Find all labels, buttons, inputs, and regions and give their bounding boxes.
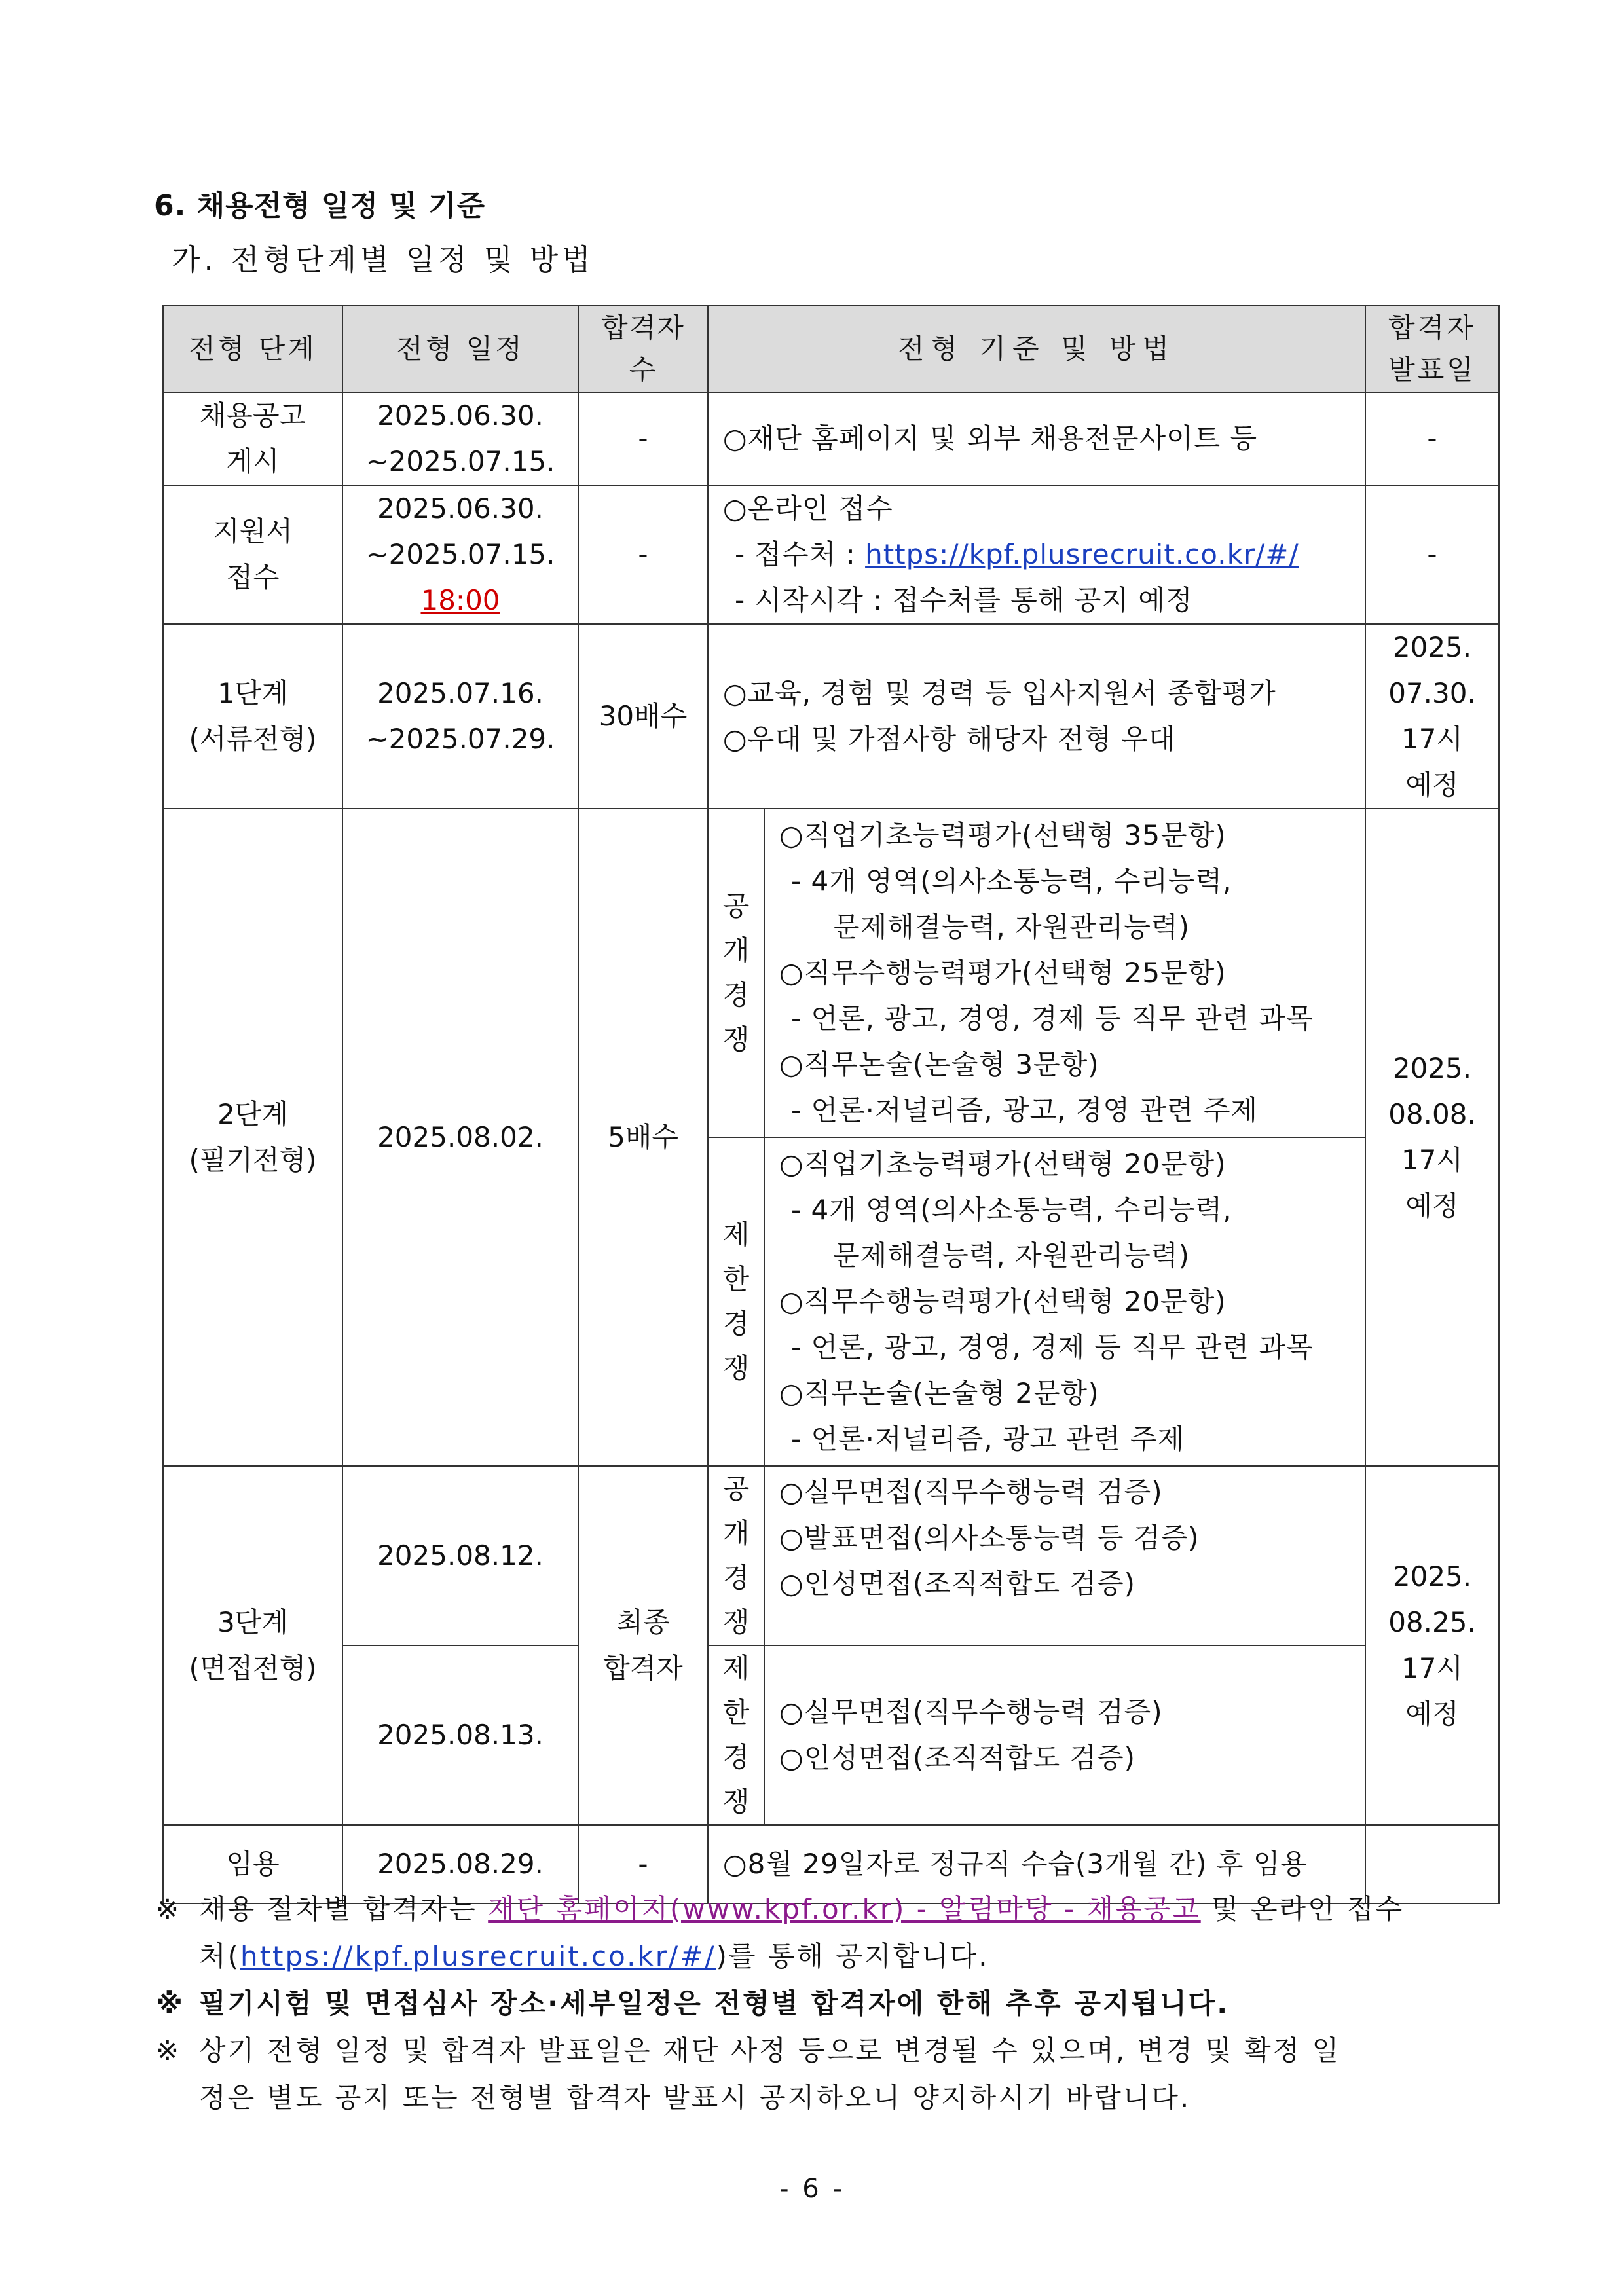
method-cell [764, 1645, 1365, 1825]
method-line: - 언론, 광고, 경영, 경제 등 직무 관련 과목 [791, 1002, 1314, 1035]
schedule-cell: 2025.08.29. [342, 1825, 578, 1903]
schedule-cell: 2025.08.13. [342, 1645, 578, 1825]
note-text-part: 및 온라인 접수 [1200, 1893, 1405, 1925]
schedule-line: 2025.06.30. [377, 492, 544, 524]
method-line: ○실무면접(직무수행능력 검증) [779, 1696, 1163, 1728]
stage-cell [163, 1466, 342, 1825]
label-char: 경 [722, 979, 750, 1011]
note-2 [156, 1980, 1498, 2027]
subsection-heading: 가. 전형단계별 일정 및 방법 [172, 242, 595, 277]
label-char: 공 [722, 890, 750, 922]
method-url-prefix: - 접수처 : [735, 538, 866, 570]
competition-type-label [708, 809, 764, 1137]
method-line: ○우대 및 가점사항 해당자 전형 우대 [723, 723, 1176, 755]
schedule-line: 2025.07.16. [377, 677, 544, 709]
method-line: ○직업기초능력평가(선택형 20문항) [779, 1148, 1227, 1180]
stage-line: 지원서 [213, 515, 293, 547]
header-stage: 전형 단계 [163, 306, 342, 392]
label-char: 경 [722, 1308, 750, 1340]
stage-cell [163, 624, 342, 809]
method-cell [764, 1137, 1365, 1466]
stage-cell [163, 809, 342, 1466]
method-line: 문제해결능력, 자원관리능력) [833, 911, 1190, 943]
count-cell: - [578, 1825, 708, 1903]
table-row [163, 624, 1499, 809]
reference-mark: ※ [156, 1987, 185, 2019]
count-line: 최종 [616, 1606, 670, 1638]
method-cell [764, 1466, 1365, 1645]
label-char: 쟁 [722, 1352, 750, 1384]
method-line: ○온라인 접수 [723, 492, 893, 524]
method-line: - 4개 영역(의사소통능력, 수리능력, [791, 1194, 1232, 1226]
header-count: 합격자수 [578, 306, 708, 392]
label-char: 한 [722, 1697, 750, 1729]
note-1 [156, 1886, 1498, 1980]
method-line: ○인성면접(조직적합도 검증) [779, 1568, 1136, 1600]
label-char: 공 [722, 1473, 750, 1505]
table-row [163, 485, 1499, 624]
announce-line: 예정 [1405, 1190, 1459, 1222]
method-line: - 언론, 광고, 경영, 경제 등 직무 관련 과목 [791, 1331, 1314, 1363]
announce-line: 2025. [1392, 1560, 1472, 1592]
reference-mark: ※ [156, 2034, 181, 2066]
stage-cell [163, 485, 342, 624]
table-row [163, 392, 1499, 485]
note-text-part: )를 통해 공지합니다. [716, 1940, 989, 1972]
schedule-table [162, 305, 1500, 1904]
competition-type-label [708, 1466, 764, 1645]
header-announce [1365, 306, 1499, 392]
announce-cell [1365, 809, 1499, 1466]
method-line: ○직무수행능력평가(선택형 25문항) [779, 957, 1227, 989]
method-line: 문제해결능력, 자원관리능력) [833, 1239, 1190, 1272]
count-line: 합격자 [603, 1652, 683, 1684]
stage-line: 채용공고 [199, 399, 306, 431]
table-row [163, 1645, 1499, 1825]
method-line: ○재단 홈페이지 및 외부 채용전문사이트 등 [723, 422, 1258, 454]
announce-cell: - [1365, 392, 1499, 485]
announce-cell [1365, 624, 1499, 809]
stage-line: (서류전형) [189, 723, 317, 755]
application-site-link-note[interactable]: https://kpf.plusrecruit.co.kr/#/ [240, 1940, 716, 1972]
method-line: - 4개 영역(의사소통능력, 수리능력, [791, 865, 1232, 897]
count-cell [578, 1466, 708, 1825]
announce-line: 07.30. [1388, 677, 1476, 709]
announce-line: 2025. [1392, 1052, 1472, 1084]
method-line [723, 532, 1365, 578]
method-line: ○발표면접(의사소통능력 등 검증) [779, 1522, 1200, 1554]
competition-type-label [708, 1645, 764, 1825]
note-text [199, 1886, 1404, 1980]
schedule-line: ~2025.07.29. [365, 723, 555, 755]
note-text-part: 상기 전형 일정 및 합격자 발표일은 재단 사정 등으로 변경될 수 있으며, 변경 및 확정 일 [199, 2034, 1341, 2066]
stage-cell [163, 392, 342, 485]
method-line: - 시작시각 : 접수처를 통해 공지 예정 [735, 584, 1193, 616]
announce-cell: - [1365, 485, 1499, 624]
note-text [199, 2027, 1340, 2121]
method-line: ○직무논술(논술형 3문항) [779, 1048, 1099, 1080]
label-char: 한 [722, 1263, 750, 1295]
note-text: 필기시험 및 면접심사 장소·세부일정은 전형별 합격자에 한해 추후 공지됩니다. [199, 1987, 1230, 2019]
application-site-link[interactable]: https://kpf.plusrecruit.co.kr/#/ [865, 538, 1299, 570]
label-char: 제 [722, 1652, 750, 1684]
schedule-line: 2025.06.30. [377, 399, 544, 431]
count-cell: - [578, 392, 708, 485]
method-cell [764, 809, 1365, 1137]
stage-line: (면접전형) [189, 1652, 317, 1684]
stage-line: 게시 [226, 445, 280, 477]
method-cell: ○8월 29일자로 정규직 수습(3개월 간) 후 임용 [708, 1825, 1365, 1903]
stage-line: 2단계 [217, 1098, 288, 1130]
announce-line: 17시 [1401, 723, 1463, 755]
note-text-part: 처( [199, 1940, 240, 1972]
foundation-notice-link[interactable]: 재단 홈페이지(www.kpf.or.kr) - 알림마당 - 채용공고 [488, 1893, 1201, 1925]
schedule-line: ~2025.07.15. [365, 538, 555, 570]
note-text-part: 채용 절차별 합격자는 [199, 1893, 489, 1925]
section-heading: 6. 채용전형 일정 및 기준 [154, 189, 486, 223]
method-line: ○실무면접(직무수행능력 검증) [779, 1476, 1163, 1508]
announce-line: 08.08. [1388, 1098, 1476, 1130]
label-char: 개 [722, 934, 750, 966]
announce-cell [1365, 1466, 1499, 1825]
count-cell: 5배수 [578, 809, 708, 1466]
stage-line: 접수 [226, 561, 280, 593]
schedule-cell: 2025.08.12. [342, 1466, 578, 1645]
announce-line: 예정 [1405, 769, 1459, 801]
note-text-part: 정은 별도 공지 또는 전형별 합격자 발표시 공지하오니 양지하시기 바랍니다. [199, 2082, 1191, 2114]
reference-mark: ※ [156, 1893, 181, 1925]
deadline-time: 18:00 [420, 584, 500, 616]
stage-line: (필기전형) [189, 1144, 317, 1176]
method-line: - 언론·저널리즘, 광고 관련 주제 [791, 1423, 1185, 1455]
schedule-cell: 2025.08.02. [342, 809, 578, 1466]
label-char: 제 [722, 1219, 750, 1251]
method-cell [708, 392, 1365, 485]
label-char: 쟁 [722, 1786, 750, 1818]
label-char: 경 [722, 1562, 750, 1594]
count-cell: - [578, 485, 708, 624]
label-char: 경 [722, 1741, 750, 1773]
method-line: ○교육, 경험 및 경력 등 입사지원서 종합평가 [723, 677, 1276, 709]
stage-line: 1단계 [217, 677, 288, 709]
announce-line: 17시 [1401, 1652, 1463, 1684]
method-cell [708, 624, 1365, 809]
label-char: 개 [722, 1517, 750, 1549]
label-char: 쟁 [722, 1023, 750, 1056]
table-row [163, 1466, 1499, 1645]
competition-type-label [708, 1137, 764, 1466]
notes [156, 1886, 1498, 2121]
header-method: 전형 기준 및 방법 [708, 306, 1365, 392]
method-line: ○인성면접(조직적합도 검증) [779, 1742, 1136, 1774]
announce-line: 17시 [1401, 1144, 1463, 1176]
schedule-cell [342, 485, 578, 624]
stage-cell: 임용 [163, 1825, 342, 1903]
method-cell [708, 485, 1365, 624]
announce-line: 2025. [1392, 631, 1472, 663]
method-line: - 언론·저널리즘, 광고, 경영 관련 주제 [791, 1094, 1258, 1126]
schedule-cell [342, 392, 578, 485]
label-char: 쟁 [722, 1606, 750, 1638]
schedule-line: ~2025.07.15. [365, 445, 555, 477]
announce-line: 08.25. [1388, 1606, 1476, 1638]
note-3 [156, 2027, 1498, 2121]
method-line: ○직업기초능력평가(선택형 35문항) [779, 819, 1227, 851]
stage-line: 3단계 [217, 1606, 288, 1638]
table-row [163, 809, 1499, 1137]
schedule-cell [342, 624, 578, 809]
table-header-row [163, 306, 1499, 392]
header-schedule: 전형 일정 [342, 306, 578, 392]
announce-line: 예정 [1405, 1698, 1459, 1730]
count-cell: 30배수 [578, 624, 708, 809]
header-announce-line1: 합격자 [1388, 312, 1476, 344]
method-line: ○직무논술(논술형 2문항) [779, 1377, 1099, 1409]
page-number: - 6 - [779, 2174, 845, 2204]
method-line: ○직무수행능력평가(선택형 20문항) [779, 1285, 1227, 1317]
header-announce-line2: 발표일 [1388, 354, 1476, 386]
